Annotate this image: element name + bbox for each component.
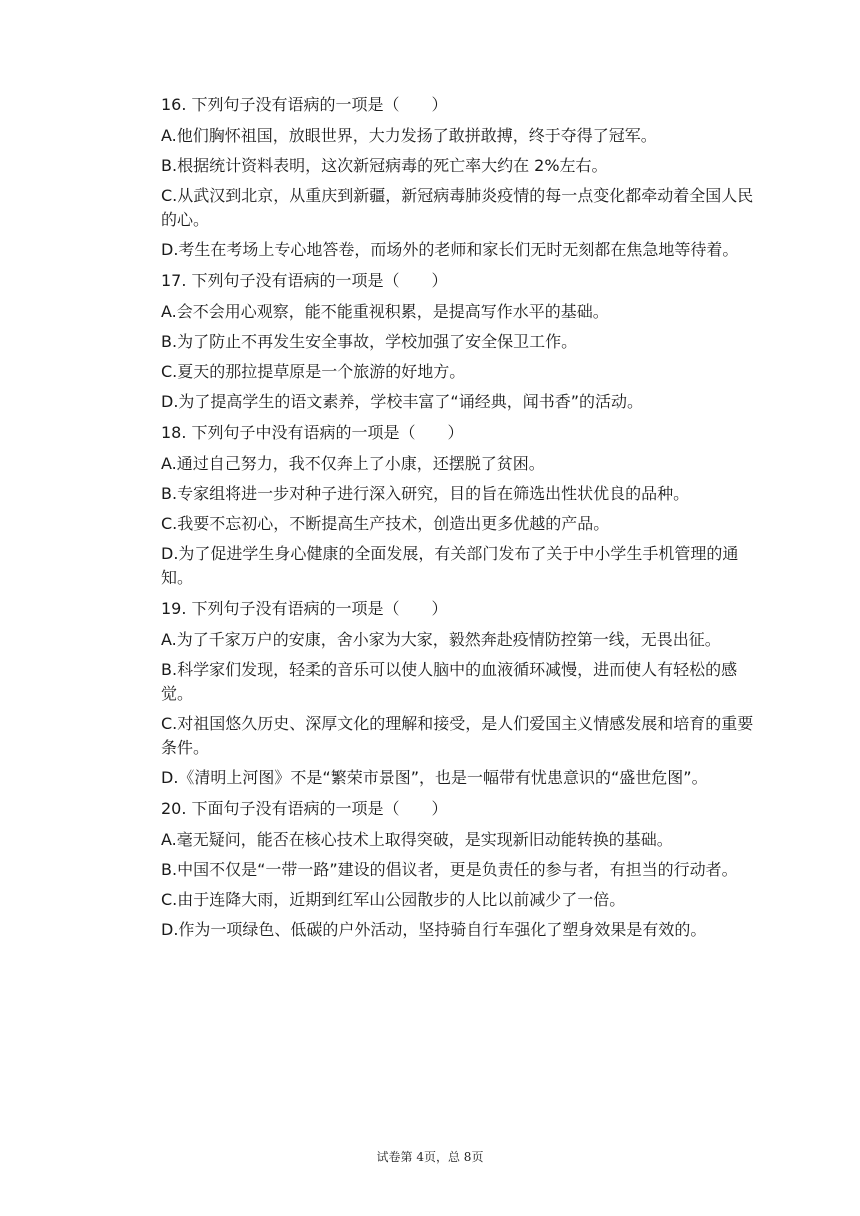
option-d: D.为了提高学生的语文素养，学校丰富了“诵经典，闻书香”的活动。 [161, 392, 643, 411]
option-a: A.会不会用心观察，能不能重视积累，是提高写作水平的基础。 [161, 302, 609, 321]
question-stem: 16. 下列句子没有语病的一项是（ ） [161, 95, 448, 114]
option-c: C.从武汉到北京，从重庆到新疆，新冠病毒肺炎疫情的每一点变化都牵动着全国人民的心。 [161, 186, 754, 229]
option-d: D.考生在考场上专心地答卷，而场外的老师和家长们无时无刻都在焦急地等待着。 [161, 240, 739, 259]
option-b: B.为了防止不再发生安全事故，学校加强了安全保卫工作。 [161, 332, 578, 351]
option-a: A.他们胸怀祖国，放眼世界，大力发扬了敢拼敢搏，终于夺得了冠军。 [161, 126, 657, 145]
option-c: C.由于连降大雨，近期到红军山公园散步的人比以前减少了一倍。 [161, 890, 626, 909]
question-stem: 18. 下列句子中没有语病的一项是（ ） [161, 423, 464, 442]
option-b: B.中国不仅是“一带一路”建设的倡议者，更是负责任的参与者，有担当的行动者。 [161, 860, 738, 879]
question-18 [161, 420, 761, 590]
option-d: D.《清明上河图》不是“繁荣市景图”，也是一幅带有忧患意识的“盛世危图”。 [161, 768, 708, 787]
question-16 [161, 92, 761, 262]
question-17 [161, 268, 761, 414]
option-a: A.为了千家万户的安康，舍小家为大家，毅然奔赴疫情防控第一线，无畏出征。 [161, 630, 721, 649]
question-stem: 19. 下列句子没有语病的一项是（ ） [161, 599, 448, 618]
question-stem: 20. 下面句子没有语病的一项是（ ） [161, 799, 448, 818]
question-19 [161, 596, 761, 790]
option-a: A.毫无疑问，能否在核心技术上取得突破，是实现新旧动能转换的基础。 [161, 830, 673, 849]
exam-page-content [161, 92, 761, 948]
option-c: C.对祖国悠久历史、深厚文化的理解和接受，是人们爱国主义情感发展和培育的重要条件。 [161, 714, 754, 757]
option-d: D.为了促进学生身心健康的全面发展，有关部门发布了关于中小学生手机管理的通知。 [161, 544, 739, 587]
option-c: C.我要不忘初心，不断提高生产技术，创造出更多优越的产品。 [161, 514, 610, 533]
option-b: B.根据统计资料表明，这次新冠病毒的死亡率大约在 2%左右。 [161, 156, 608, 175]
question-20 [161, 796, 761, 942]
option-c: C.夏天的那拉提草原是一个旅游的好地方。 [161, 362, 466, 381]
option-b: B.科学家们发现，轻柔的音乐可以使人脑中的血液循环减慢，进而使人有轻松的感觉。 [161, 660, 738, 703]
question-stem: 17. 下列句子没有语病的一项是（ ） [161, 271, 448, 290]
option-b: B.专家组将进一步对种子进行深入研究，目的旨在筛选出性状优良的品种。 [161, 484, 690, 503]
option-a: A.通过自己努力，我不仅奔上了小康，还摆脱了贫困。 [161, 454, 545, 473]
option-d: D.作为一项绿色、低碳的户外活动，坚持骑自行车强化了塑身效果是有效的。 [161, 920, 707, 939]
page-footer: 试卷第 4页，总 8页 [376, 1150, 484, 1164]
